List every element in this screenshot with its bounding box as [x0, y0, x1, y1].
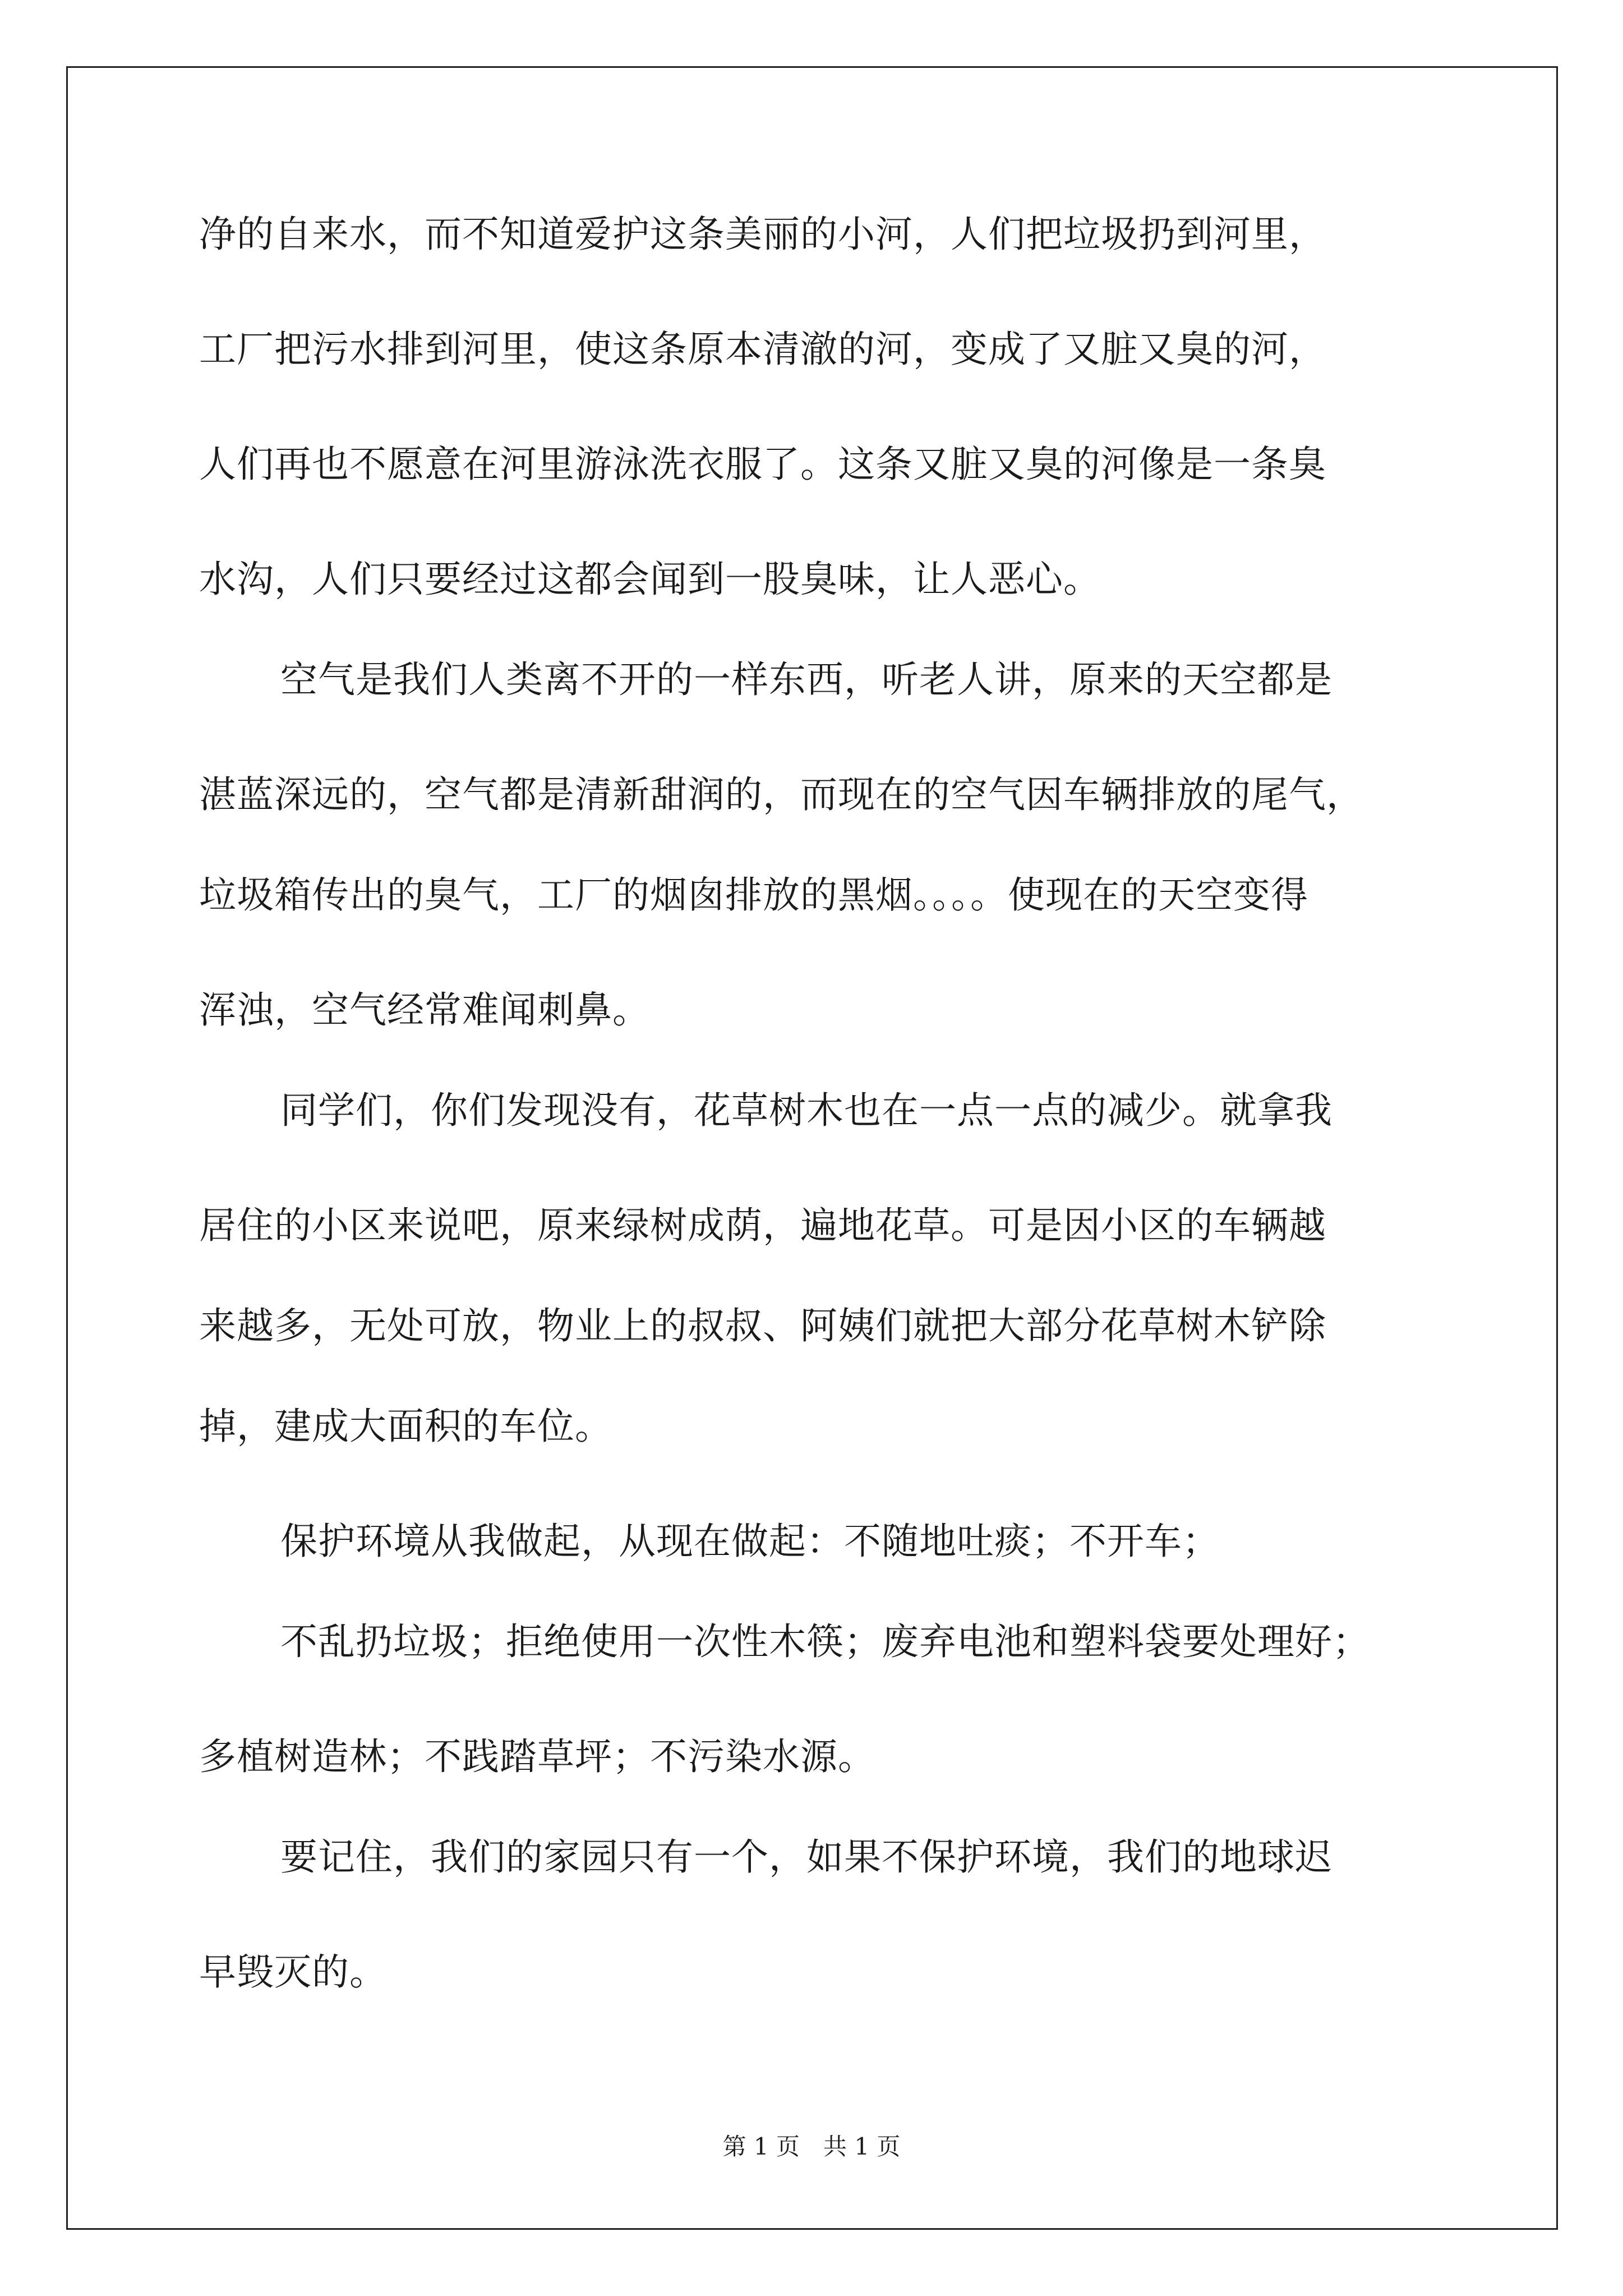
- text-line: 来越多，无处可放，物业上的叔叔、阿姨们就把大部分花草树木铲除: [199, 1304, 1326, 1347]
- text-line: 多植树造林；不践踏草坪；不污染水源。: [199, 1735, 875, 1778]
- text-line: 湛蓝深远的，空气都是清新甜润的，而现在的空气因车辆排放的尾气，: [199, 773, 1364, 816]
- paragraph-start: 保护环境从我做起，从现在做起：不随地吐痰；不开车；: [280, 1520, 1220, 1563]
- page-footer: 第 1 页 共 1 页: [722, 2133, 901, 2160]
- paragraph-start: 空气是我们人类离不开的一样东西，听老人讲，原来的天空都是: [280, 658, 1332, 701]
- text-line: 居住的小区来说吧，原来绿树成荫，遍地花草。可是因小区的车辆越: [199, 1204, 1326, 1247]
- text-line: 净的自来水，而不知道爱护这条美丽的小河，人们把垃圾扔到河里，: [199, 213, 1326, 256]
- text-line: 掉，建成大面积的车位。: [199, 1405, 612, 1448]
- text-line: 工厂把污水排到河里，使这条原本清澈的河，变成了又脏又臭的河，: [199, 328, 1326, 371]
- paragraph-start: 同学们，你们发现没有，花草树木也在一点一点的减少。就拿我: [280, 1089, 1332, 1132]
- paragraph-start: 不乱扔垃圾；拒绝使用一次性木筷；废弃电池和塑料袋要处理好；: [280, 1620, 1370, 1663]
- text-line: 早毁灭的。: [199, 1950, 387, 1994]
- text-line: 人们再也不愿意在河里游泳洗衣服了。这条又脏又臭的河像是一条臭: [199, 443, 1326, 486]
- page-border: [66, 66, 1558, 2230]
- text-line: 垃圾箱传出的臭气，工厂的烟囱排放的黑烟。。。。使现在的天空变得: [199, 873, 1308, 917]
- paragraph-start: 要记住，我们的家园只有一个，如果不保护环境，我们的地球迟: [280, 1835, 1332, 1879]
- text-line: 浑浊，空气经常难闻刺鼻。: [199, 988, 650, 1032]
- text-line: 水沟，人们只要经过这都会闻到一股臭味，让人恶心。: [199, 558, 1101, 601]
